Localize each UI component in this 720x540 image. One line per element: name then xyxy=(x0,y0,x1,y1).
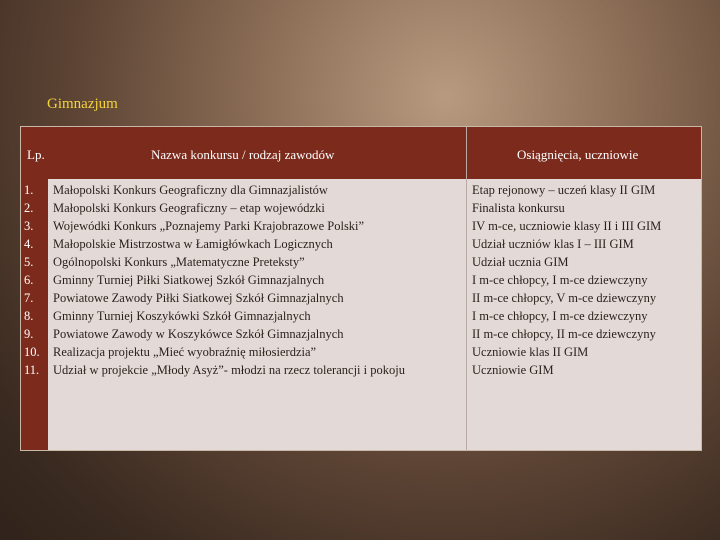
achievement: I m-ce chłopcy, I m-ce dziewczyny xyxy=(472,273,648,287)
contest-name: Gminny Turniej Koszykówki Szkół Gimnazjalnych xyxy=(53,309,311,323)
achievement: Uczniowie GIM xyxy=(472,363,554,377)
header-lp: Lp. xyxy=(27,147,45,162)
achievement: II m-ce chłopcy, II m-ce dziewczyny xyxy=(472,327,656,341)
contest-name: Realizacja projektu „Mieć wyobraźnię miłosierdzia” xyxy=(53,345,317,359)
row-number: 6. xyxy=(24,273,34,287)
contest-name: Gminny Turniej Piłki Siatkowej Szkół Gimnazjalnych xyxy=(53,273,325,287)
achievement: Etap rejonowy – uczeń klasy II GIM xyxy=(472,183,656,197)
row-number: 8. xyxy=(24,309,34,323)
table-header-row xyxy=(21,127,701,179)
slide-title: Gimnazjum xyxy=(47,96,118,112)
achievement: Finalista konkursu xyxy=(472,201,565,215)
contest-name: Małopolski Konkurs Geograficzny – etap wojewódzki xyxy=(53,201,325,215)
contest-name: Małopolski Konkurs Geograficzny dla Gimnazjalistów xyxy=(53,183,328,197)
header-contest-name: Nazwa konkursu / rodzaj zawodów xyxy=(151,147,335,162)
achievements-table xyxy=(20,126,702,451)
row-number: 11. xyxy=(24,363,40,377)
contest-name: Ogólnopolski Konkurs „Matematyczne Preteksty” xyxy=(53,255,305,269)
row-numbers xyxy=(24,181,40,379)
row-number: 3. xyxy=(24,219,34,233)
row-number: 7. xyxy=(24,291,34,305)
achievement: Udział ucznia GIM xyxy=(472,255,569,269)
achievement: IV m-ce, uczniowie klasy II i III GIM xyxy=(472,219,662,233)
achievement: Uczniowie klas II GIM xyxy=(472,345,589,359)
achievement: II m-ce chłopcy, V m-ce dziewczyny xyxy=(472,291,657,305)
row-number: 10. xyxy=(24,345,40,359)
achievement: Udział uczniów klas I – III GIM xyxy=(472,237,634,251)
row-number: 2. xyxy=(24,201,34,215)
row-number: 1. xyxy=(24,183,34,197)
contest-name: Wojewódki Konkurs „Poznajemy Parki Krajobrazowe Polski” xyxy=(53,219,365,233)
achievement: I m-ce chłopcy, I m-ce dziewczyny xyxy=(472,309,648,323)
column-divider xyxy=(466,127,467,450)
contest-name: Udział w projekcie „Młody Asyż”- młodzi na rzecz tolerancji i pokoju xyxy=(53,363,405,377)
row-number: 9. xyxy=(24,327,34,341)
row-number: 4. xyxy=(24,237,34,251)
contest-name: Powiatowe Zawody Piłki Siatkowej Szkół Gimnazjalnych xyxy=(53,291,344,305)
contest-list xyxy=(53,181,405,379)
header-achievements: Osiągnięcia, uczniowie xyxy=(517,147,639,162)
achievement-list xyxy=(472,181,661,379)
contest-name: Małopolskie Mistrzostwa w Łamigłówkach Logicznych xyxy=(53,237,333,251)
row-number: 5. xyxy=(24,255,34,269)
contest-name: Powiatowe Zawody w Koszykówce Szkół Gimnazjalnych xyxy=(53,327,344,341)
